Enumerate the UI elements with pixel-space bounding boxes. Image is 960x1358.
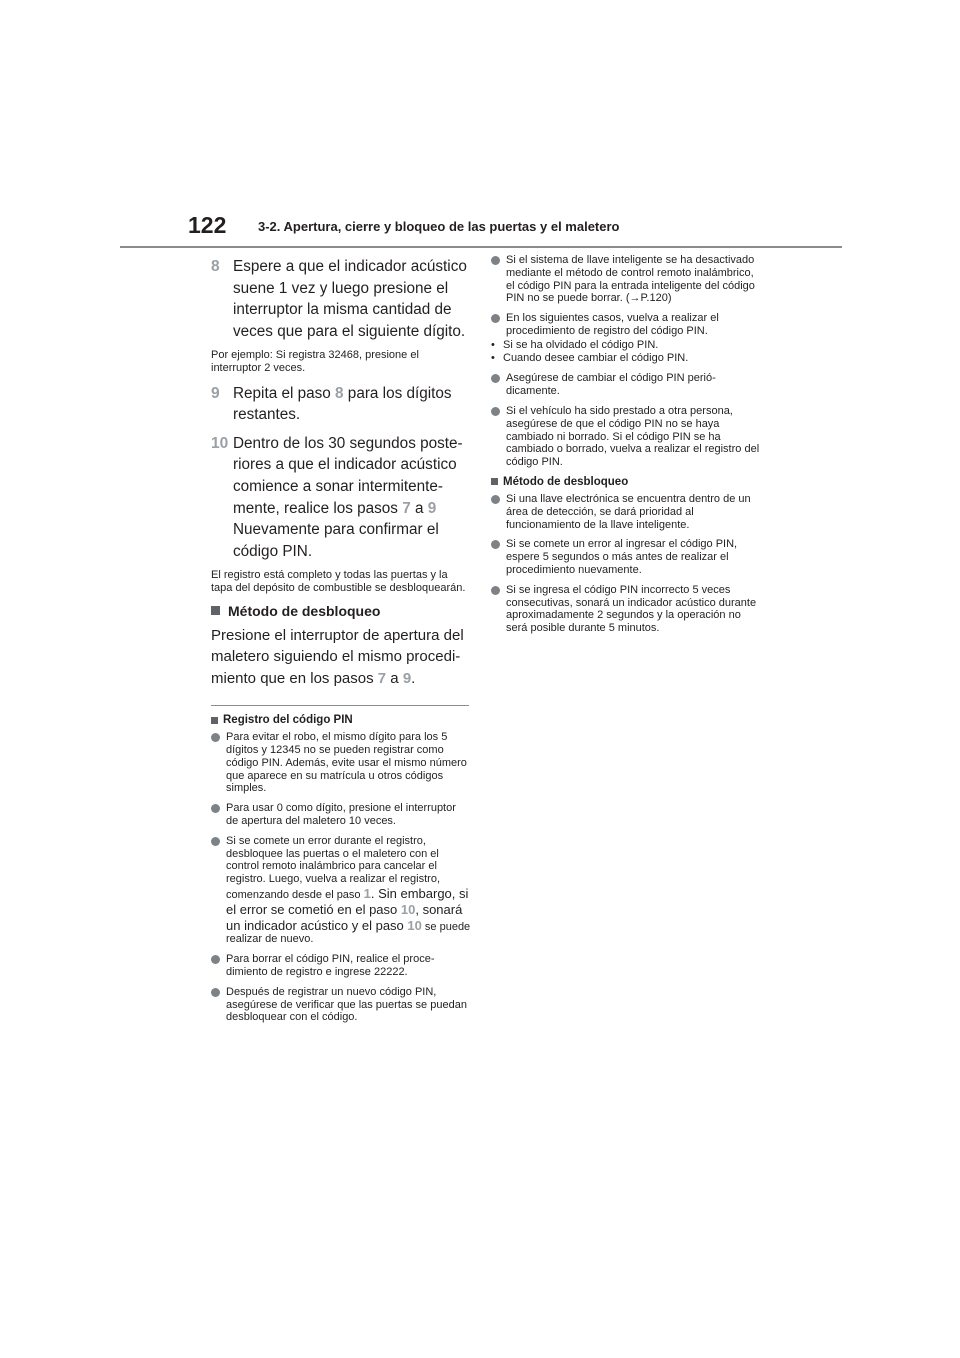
text-part: se puede realizar de nuevo. [226,920,471,946]
step-text-part: para los dígitos restantes. [233,384,452,424]
list-item [491,405,761,469]
text-part: . Sin embargo, si el error se cometió en el paso [226,886,469,917]
step-reference: 9 [427,499,437,517]
bullet-dot-icon [491,540,500,549]
sub-bullet-mark: • [491,351,495,364]
text-part: Presione el interruptor de apertura del maletero siguiendo el mismo procedimiento que en los pasos [211,626,464,687]
unlock-method-heading [211,603,471,619]
step-8 [211,256,471,342]
list-item [491,584,761,635]
step-reference: 10 [400,901,416,917]
bullet-dot-icon [211,804,220,813]
bullet-text: Para usar 0 como dígito, presione el interruptor de apertura del maletero 10 veces. [226,802,456,828]
list-item [211,953,471,979]
step-number: 8 [211,258,220,275]
text-part: Si se comete un error durante el registro, desbloquee las puertas o el maletero con el control remoto inalámbrico para cancelar el registro. Luego, vuelva a realizar el registro, comenzando desde el paso [226,834,440,902]
step-10 [211,433,471,563]
right-column [491,254,761,642]
sub-list-item [491,352,761,365]
bullet-text: Si se ingresa el código PIN incorrecto 5 veces consecutivas, sonará un indicador acústico durante aproximadamente 2 segundos y la operación no será posible durante 5 minutos. [506,583,757,635]
square-bullet-icon [211,717,218,724]
text-part: . [411,669,416,687]
step-text [233,433,471,563]
bullet-dot-icon [211,733,220,742]
page-header [0,212,960,252]
unlock-method-text [211,625,471,690]
example-note: Por ejemplo: Si registra 32468, presione el interruptor 2 veces. [211,349,419,374]
sub-item-text: Si se ha olvidado el código PIN. [503,338,659,351]
list-item [491,372,761,398]
bullet-main-text: En los siguientes casos, vuelva a realizar el procedimiento de registro del código PIN. [506,312,719,337]
list-item [491,493,761,531]
square-bullet-icon [211,606,220,615]
list-item [211,802,471,828]
bullet-dot-icon [211,837,220,846]
sub-item-text: Cuando desee cambiar el código PIN. [503,351,689,364]
step-number: 9 [211,384,220,402]
pin-registration-heading [211,714,471,726]
step-text: Espere a que el indicador acústico suene 1 vez y luego presione el interruptor la misma cantidad de veces que para el siguiente dígito. [233,258,467,340]
bullet-dot-icon [491,374,500,383]
bullet-dot-icon [491,586,500,595]
step-number: 10 [211,434,229,452]
bullet-text: Asegúrese de cambiar el código PIN periódicamente. [506,372,716,398]
section-divider [211,705,469,706]
bullet-dot-icon [491,495,500,504]
list-item [491,538,761,576]
step-reference: 1 [363,886,371,902]
step-text-part: Dentro de los 30 segundos posteriores a que el indicador acústico comience a sonar intermitentemente, realice los pasos [233,434,463,517]
header-divider [120,246,842,248]
completion-note: El registro está completo y todas las puertas y la tapa del depósito de combustible se desbloquearán. [211,569,466,594]
heading-text: Método de desbloqueo [228,602,381,619]
bullet-text: Si se comete un error al ingresar el código PIN, espere 5 segundos o más antes de realizar el procedimiento nuevamente. [506,538,738,576]
heading-text: Método de desbloqueo [503,475,629,488]
list-item [491,312,761,338]
bullet-dot-icon [491,256,500,265]
bullet-text: Para evitar el robo, el mismo dígito para los 5 dígitos y 12345 no se pueden registrar como código PIN. Además, evite usar el mismo número que aparece en su matrícula u otros códigos simples. [226,731,467,795]
list-item [211,986,471,1024]
step-reference: 10 [407,917,422,933]
step-text [233,383,471,426]
bullet-dot-icon [491,314,500,323]
bullet-text: Si una llave electrónica se encuentra dentro de un área de detección, se dará prioridad al funcionamiento de la llave inteligente. [506,492,751,531]
list-item [211,731,471,795]
text-part: , sonará un indicador acústico y el paso [226,901,463,933]
list-item [211,835,471,946]
page-number: 122 [188,212,227,238]
step-text-part: Repita el paso [233,384,336,402]
bullet-text [226,835,471,946]
bullet-text: Si el vehículo ha sido prestado a otra persona, asegúrese de que el código PIN no se haya cambiado ni borrado. Si el código PIN se ha cambiado o borrado, vuelva a realizar el registro del código PIN. [506,404,760,469]
bullet-dot-icon [211,955,220,964]
bullet-text: Para borrar el código PIN, realice el procedimiento de registro e ingrese 22222. [226,953,435,979]
unlock-method-heading [491,476,761,488]
bullet-dot-icon [491,407,500,416]
step-reference: 8 [335,384,344,402]
square-bullet-icon [491,478,498,485]
step-reference: 7 [377,669,387,687]
left-column [211,256,471,1031]
step-text-part: Nuevamente para confirmar el código PIN. [233,521,439,560]
bullet-text: Después de registrar un nuevo código PIN, asegúrese de verificar que las puertas se puedan desbloquear con el código. [226,985,467,1024]
sub-bullet-mark: • [491,338,495,351]
text-part: a [386,669,403,687]
sub-list-item [491,339,761,352]
step-text-part: a [410,499,428,517]
bullet-text: Si el sistema de llave inteligente se ha desactivado mediante el método de control remoto inalámbrico, el código PIN para la entrada inteligente del código PIN no se puede borrar. (→P.120) [506,254,755,305]
step-reference: 7 [402,499,411,517]
list-item [491,254,761,305]
bullet-text [506,312,761,338]
heading-text: Registro del código PIN [223,714,353,727]
step-9 [211,383,471,426]
step-reference: 9 [402,669,412,687]
bullet-dot-icon [211,988,220,997]
section-title: 3-2. Apertura, cierre y bloqueo de las puertas y el maletero [258,219,620,234]
